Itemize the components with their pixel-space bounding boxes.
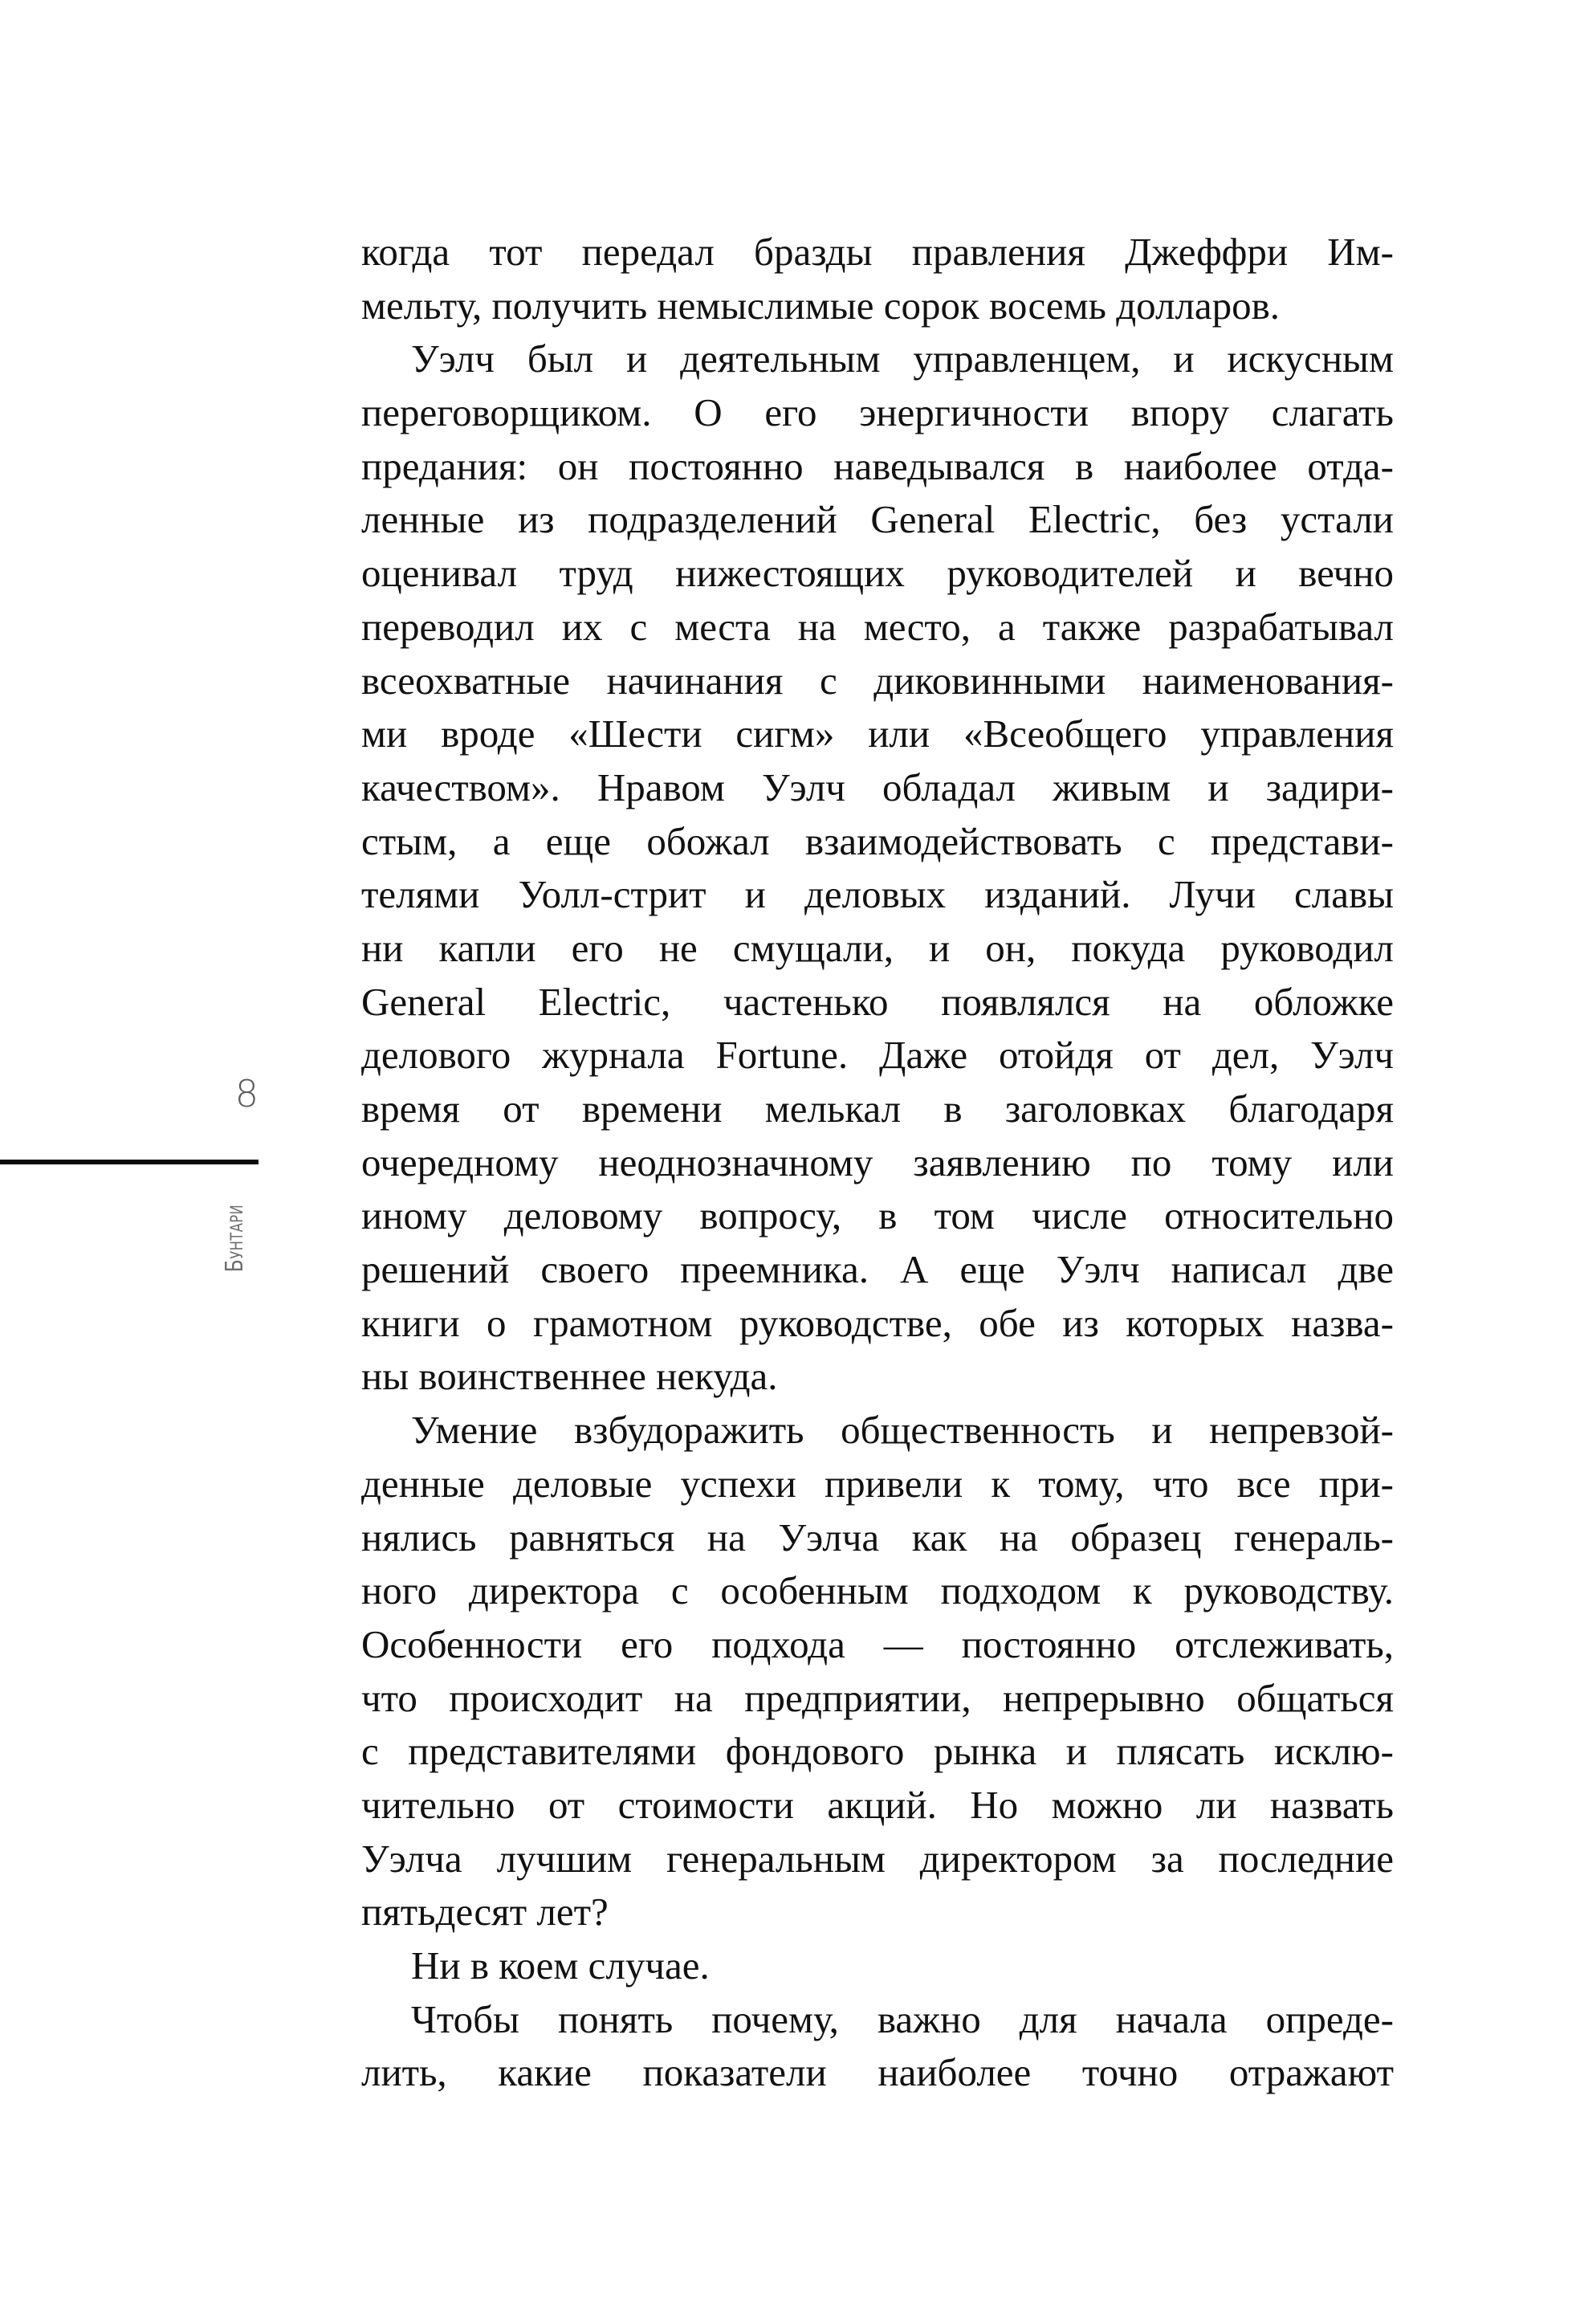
text-line: всеохватные начинания с диковинными наименования- (361, 658, 1394, 703)
text-line: решений своего преемника. А еще Уэлч написал две (361, 1247, 1394, 1292)
running-head-book-title: Бунтари (221, 1204, 249, 1273)
text-line: время от времени мелькал в заголовках благодаря (361, 1087, 1394, 1131)
text-line: ленные из подразделений General Electric, без устали (361, 497, 1394, 542)
body-text (361, 226, 1394, 2100)
text-line: пятьдесят лет? (361, 1890, 609, 1935)
text-line: денные деловые успехи привели к тому, что все при- (361, 1461, 1394, 1506)
text-line: предания: он постоянно наведывался в наиболее отда- (361, 443, 1394, 488)
text-line: чительно от стоимости акций. Но можно ли назвать (361, 1782, 1394, 1827)
text-line: ны воинственнее некуда. (361, 1354, 778, 1399)
paragraph-start-line: Чтобы понять почему, важно для начала опреде- (411, 1996, 1394, 2041)
text-line: Уэлча лучшим генеральным директором за последние (361, 1836, 1394, 1881)
text-line: нялись равняться на Уэлча как на образец генераль- (361, 1515, 1394, 1560)
text-line: с представителями фондового рынка и плясать исклю- (361, 1729, 1394, 1774)
text-line: оценивал труд нижестоящих руководителей и вечно (361, 551, 1394, 596)
text-line: ни капли его не смущали, и он, покуда руководил (361, 925, 1394, 970)
text-line: лить, какие показатели наиболее точно отражают (361, 2050, 1394, 2095)
text-line: переводил их с места на место, а также разрабатывал (361, 604, 1394, 649)
text-line: мельту, получить немыслимые сорок восемь долларов. (361, 283, 1281, 328)
text-line: книги о грамотном руководстве, обе из которых назва- (361, 1300, 1394, 1345)
paragraph-start-line: Уэлч был и деятельным управленцем, и искусным (411, 336, 1394, 381)
text-line: делового журнала Fortune. Даже отойдя от дел, Уэлч (361, 1033, 1394, 1078)
paragraph-start-line: Ни в коем случае. (411, 1943, 710, 1988)
text-line: очередному неоднозначному заявлению по тому или (361, 1140, 1394, 1184)
text-line: телями Уолл-стрит и деловых изданий. Лучи славы (361, 872, 1394, 917)
text-line: Особенности его подхода — постоянно отслеживать, (361, 1621, 1394, 1666)
text-line: стым, а еще обожал взаимодействовать с представи- (361, 818, 1394, 863)
text-line: ного директора с особенным подходом к руководству. (361, 1568, 1394, 1613)
text-line: что происходит на предприятии, непрерывно общаться (361, 1675, 1394, 1720)
text-line: когда тот передал бразды правления Джеффри Им- (361, 230, 1394, 274)
text-line: ми вроде «Шести сигм» или «Всеобщего управления (361, 711, 1394, 756)
paragraph-start-line: Умение взбудоражить общественность и непревзой- (411, 1408, 1394, 1453)
margin-rule-divider (0, 1160, 259, 1164)
text-line: иному деловому вопросу, в том числе относительно (361, 1193, 1394, 1238)
page-number: 8 (234, 1072, 259, 1115)
text-line: General Electric, частенько появлялся на обложке (361, 979, 1394, 1024)
text-line: переговорщиком. О его энергичности впору слагать (361, 390, 1394, 435)
text-line: качеством». Нравом Уэлч обладал живым и задири- (361, 764, 1394, 809)
